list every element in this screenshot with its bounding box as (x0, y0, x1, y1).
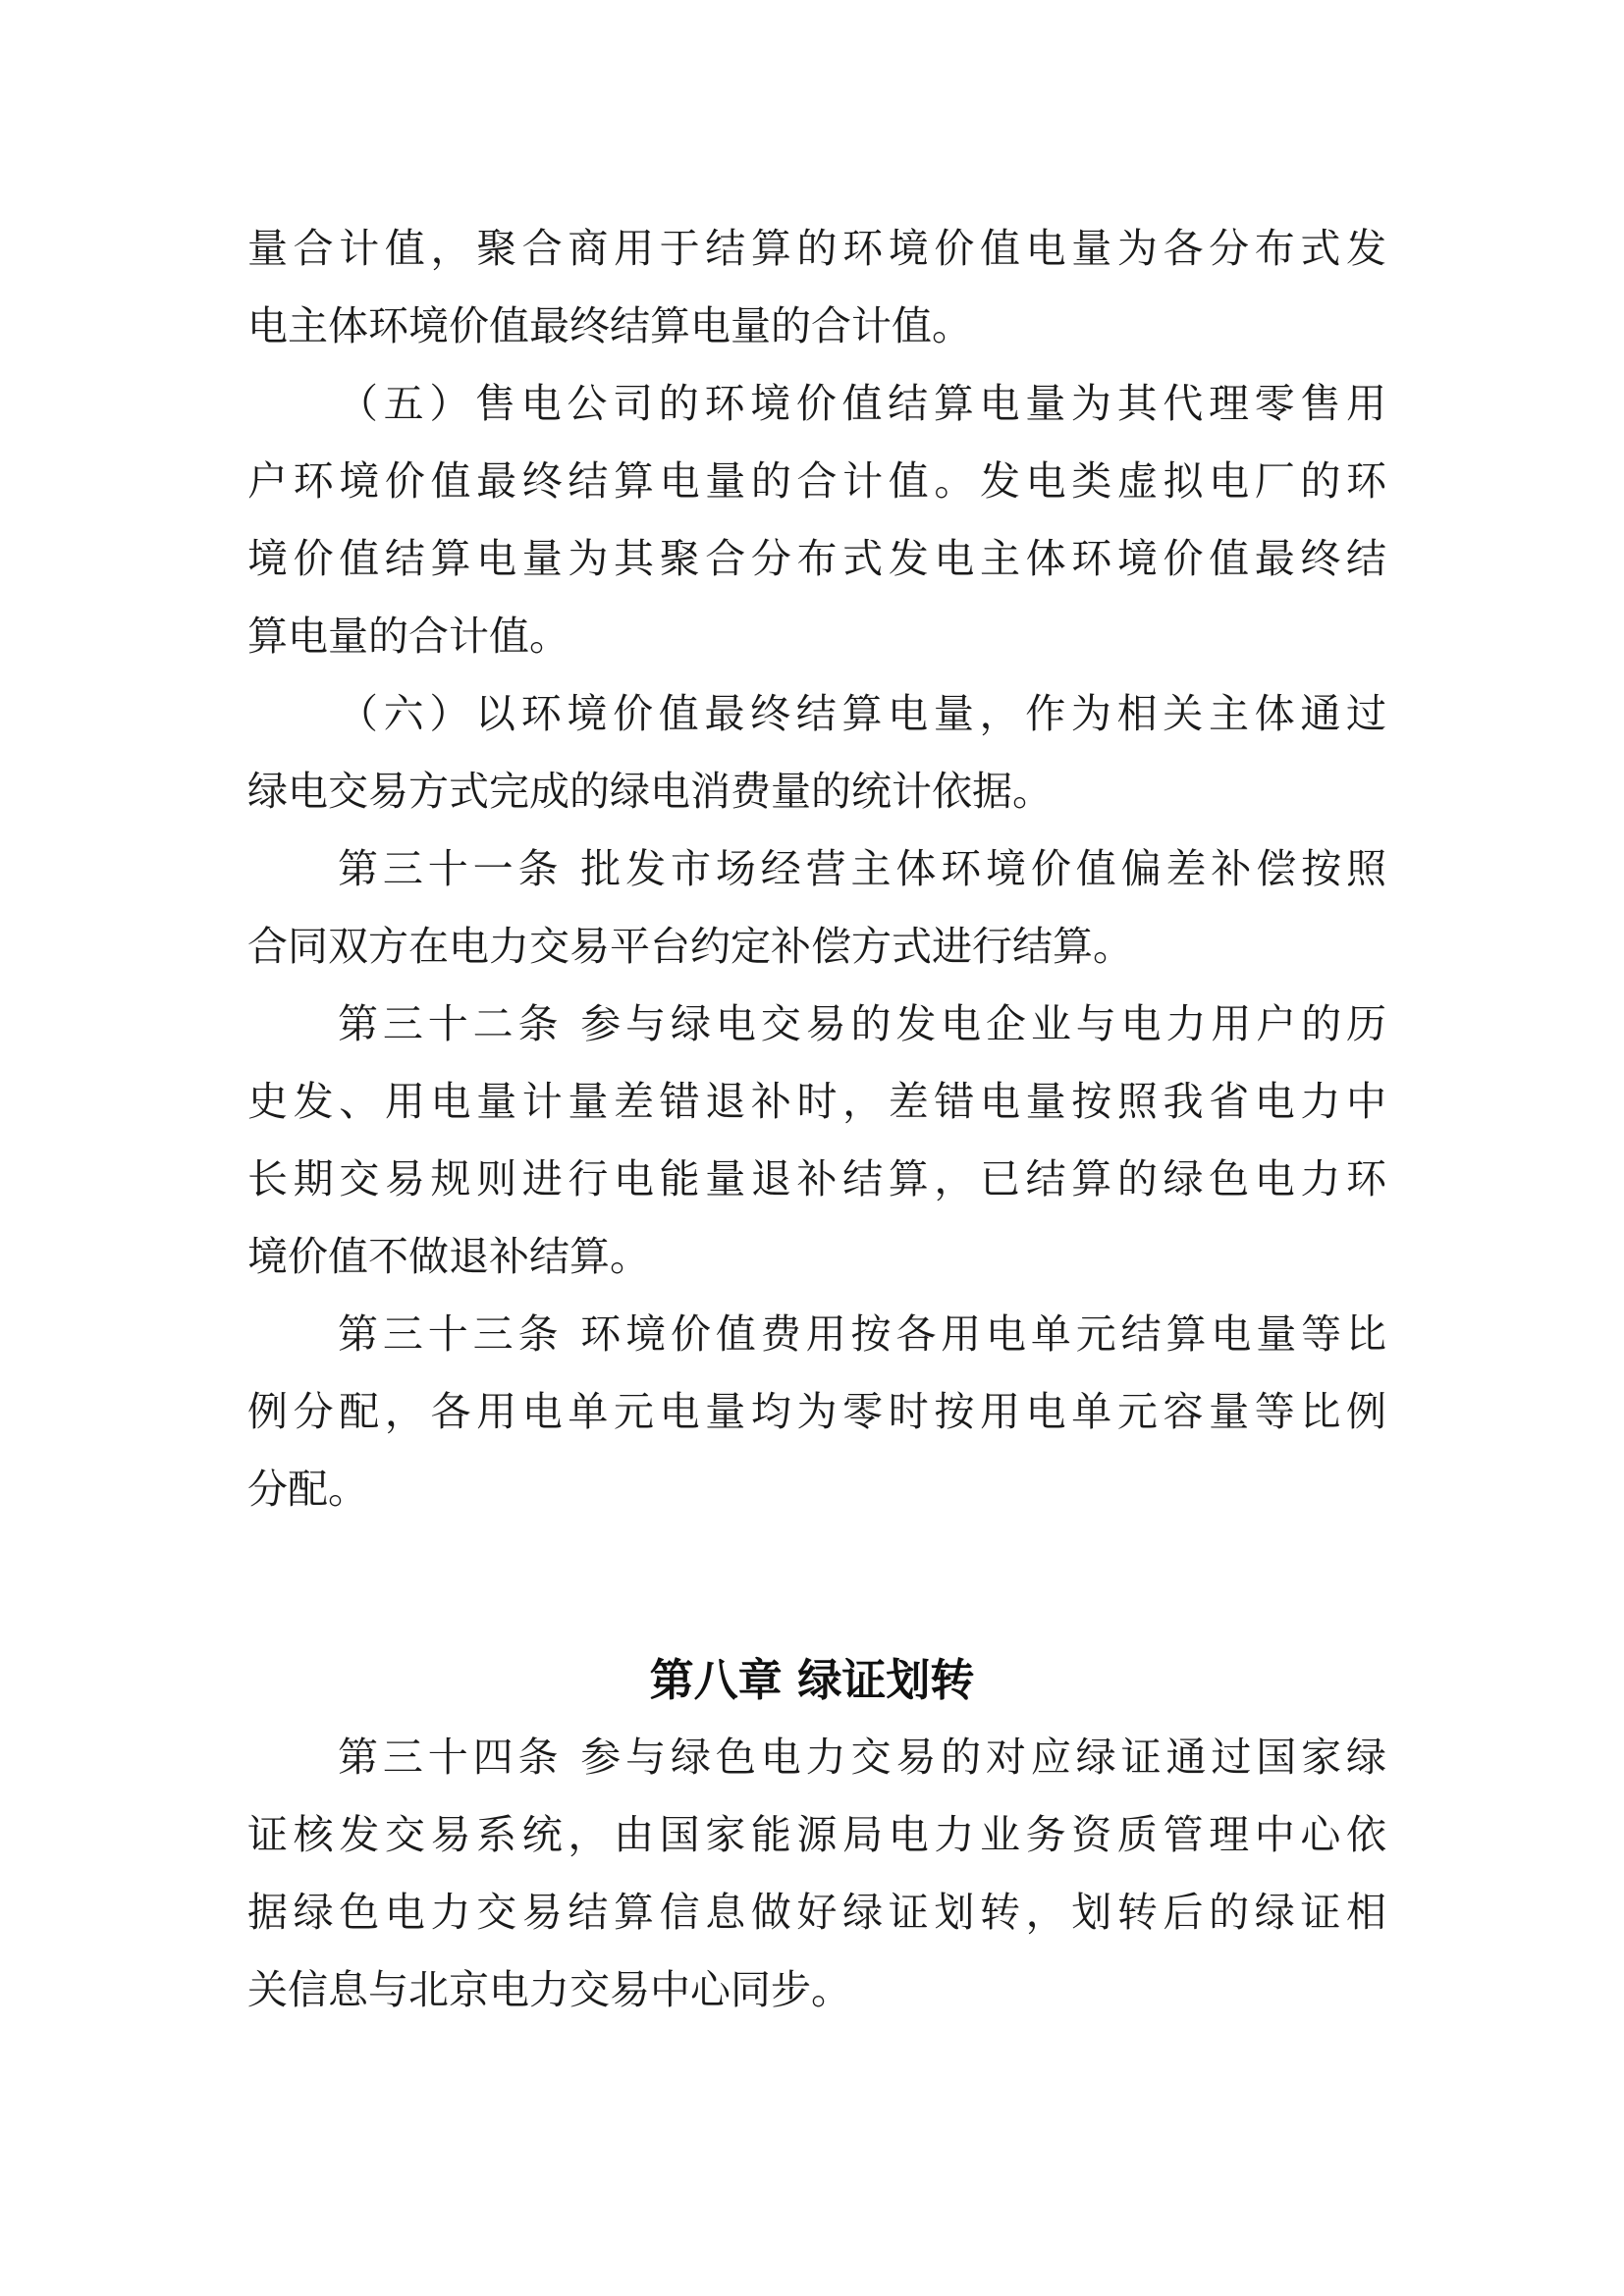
chapter-title: 第八章 绿证划转 (649, 1654, 975, 1706)
text-line: 关信息与北京电力交易中心同步。 (247, 1966, 851, 2013)
text-line: 户环境价值最终结算电量的合计值。发电类虚拟电厂的环 (247, 457, 1386, 505)
text-line: 例分配，各用电单元电量均为零时按用电单元容量等比例 (247, 1388, 1386, 1435)
paragraph-six-start: （六）以环境价值最终结算电量，作为相关主体通过 (338, 690, 1386, 737)
article-32-start: 第三十二条 参与绿电交易的发电企业与电力用户的历 (338, 1000, 1386, 1047)
text-line: 绿电交易方式完成的绿电消费量的统计依据。 (247, 768, 1053, 815)
article-33-start: 第三十三条 环境价值费用按各用电单元结算电量等比 (338, 1310, 1386, 1358)
text-line: 合同双方在电力交易平台约定补偿方式进行结算。 (247, 923, 1133, 970)
article-34-start: 第三十四条 参与绿色电力交易的对应绿证通过国家绿 (338, 1734, 1386, 1781)
text-line: 算电量的合计值。 (247, 613, 569, 660)
text-line: 境价值结算电量为其聚合分布式发电主体环境价值最终结 (247, 535, 1386, 582)
text-line: 长期交易规则进行电能量退补结算，已结算的绿色电力环 (247, 1155, 1386, 1202)
text-line: 量合计值，聚合商用于结算的环境价值电量为各分布式发 (247, 225, 1386, 272)
paragraph-five-start: （五）售电公司的环境价值结算电量为其代理零售用 (338, 380, 1386, 427)
text-line: 证核发交易系统，由国家能源局电力业务资质管理中心依 (247, 1811, 1386, 1858)
text-line: 据绿色电力交易结算信息做好绿证划转，划转后的绿证相 (247, 1889, 1386, 1936)
text-line: 史发、用电量计量差错退补时，差错电量按照我省电力中 (247, 1078, 1386, 1125)
text-line: 分配。 (247, 1466, 368, 1513)
article-31-start: 第三十一条 批发市场经营主体环境价值偏差补偿按照 (338, 845, 1386, 892)
text-line: 境价值不做退补结算。 (247, 1233, 650, 1280)
text-line: 电主体环境价值最终结算电量的合计值。 (247, 302, 972, 349)
